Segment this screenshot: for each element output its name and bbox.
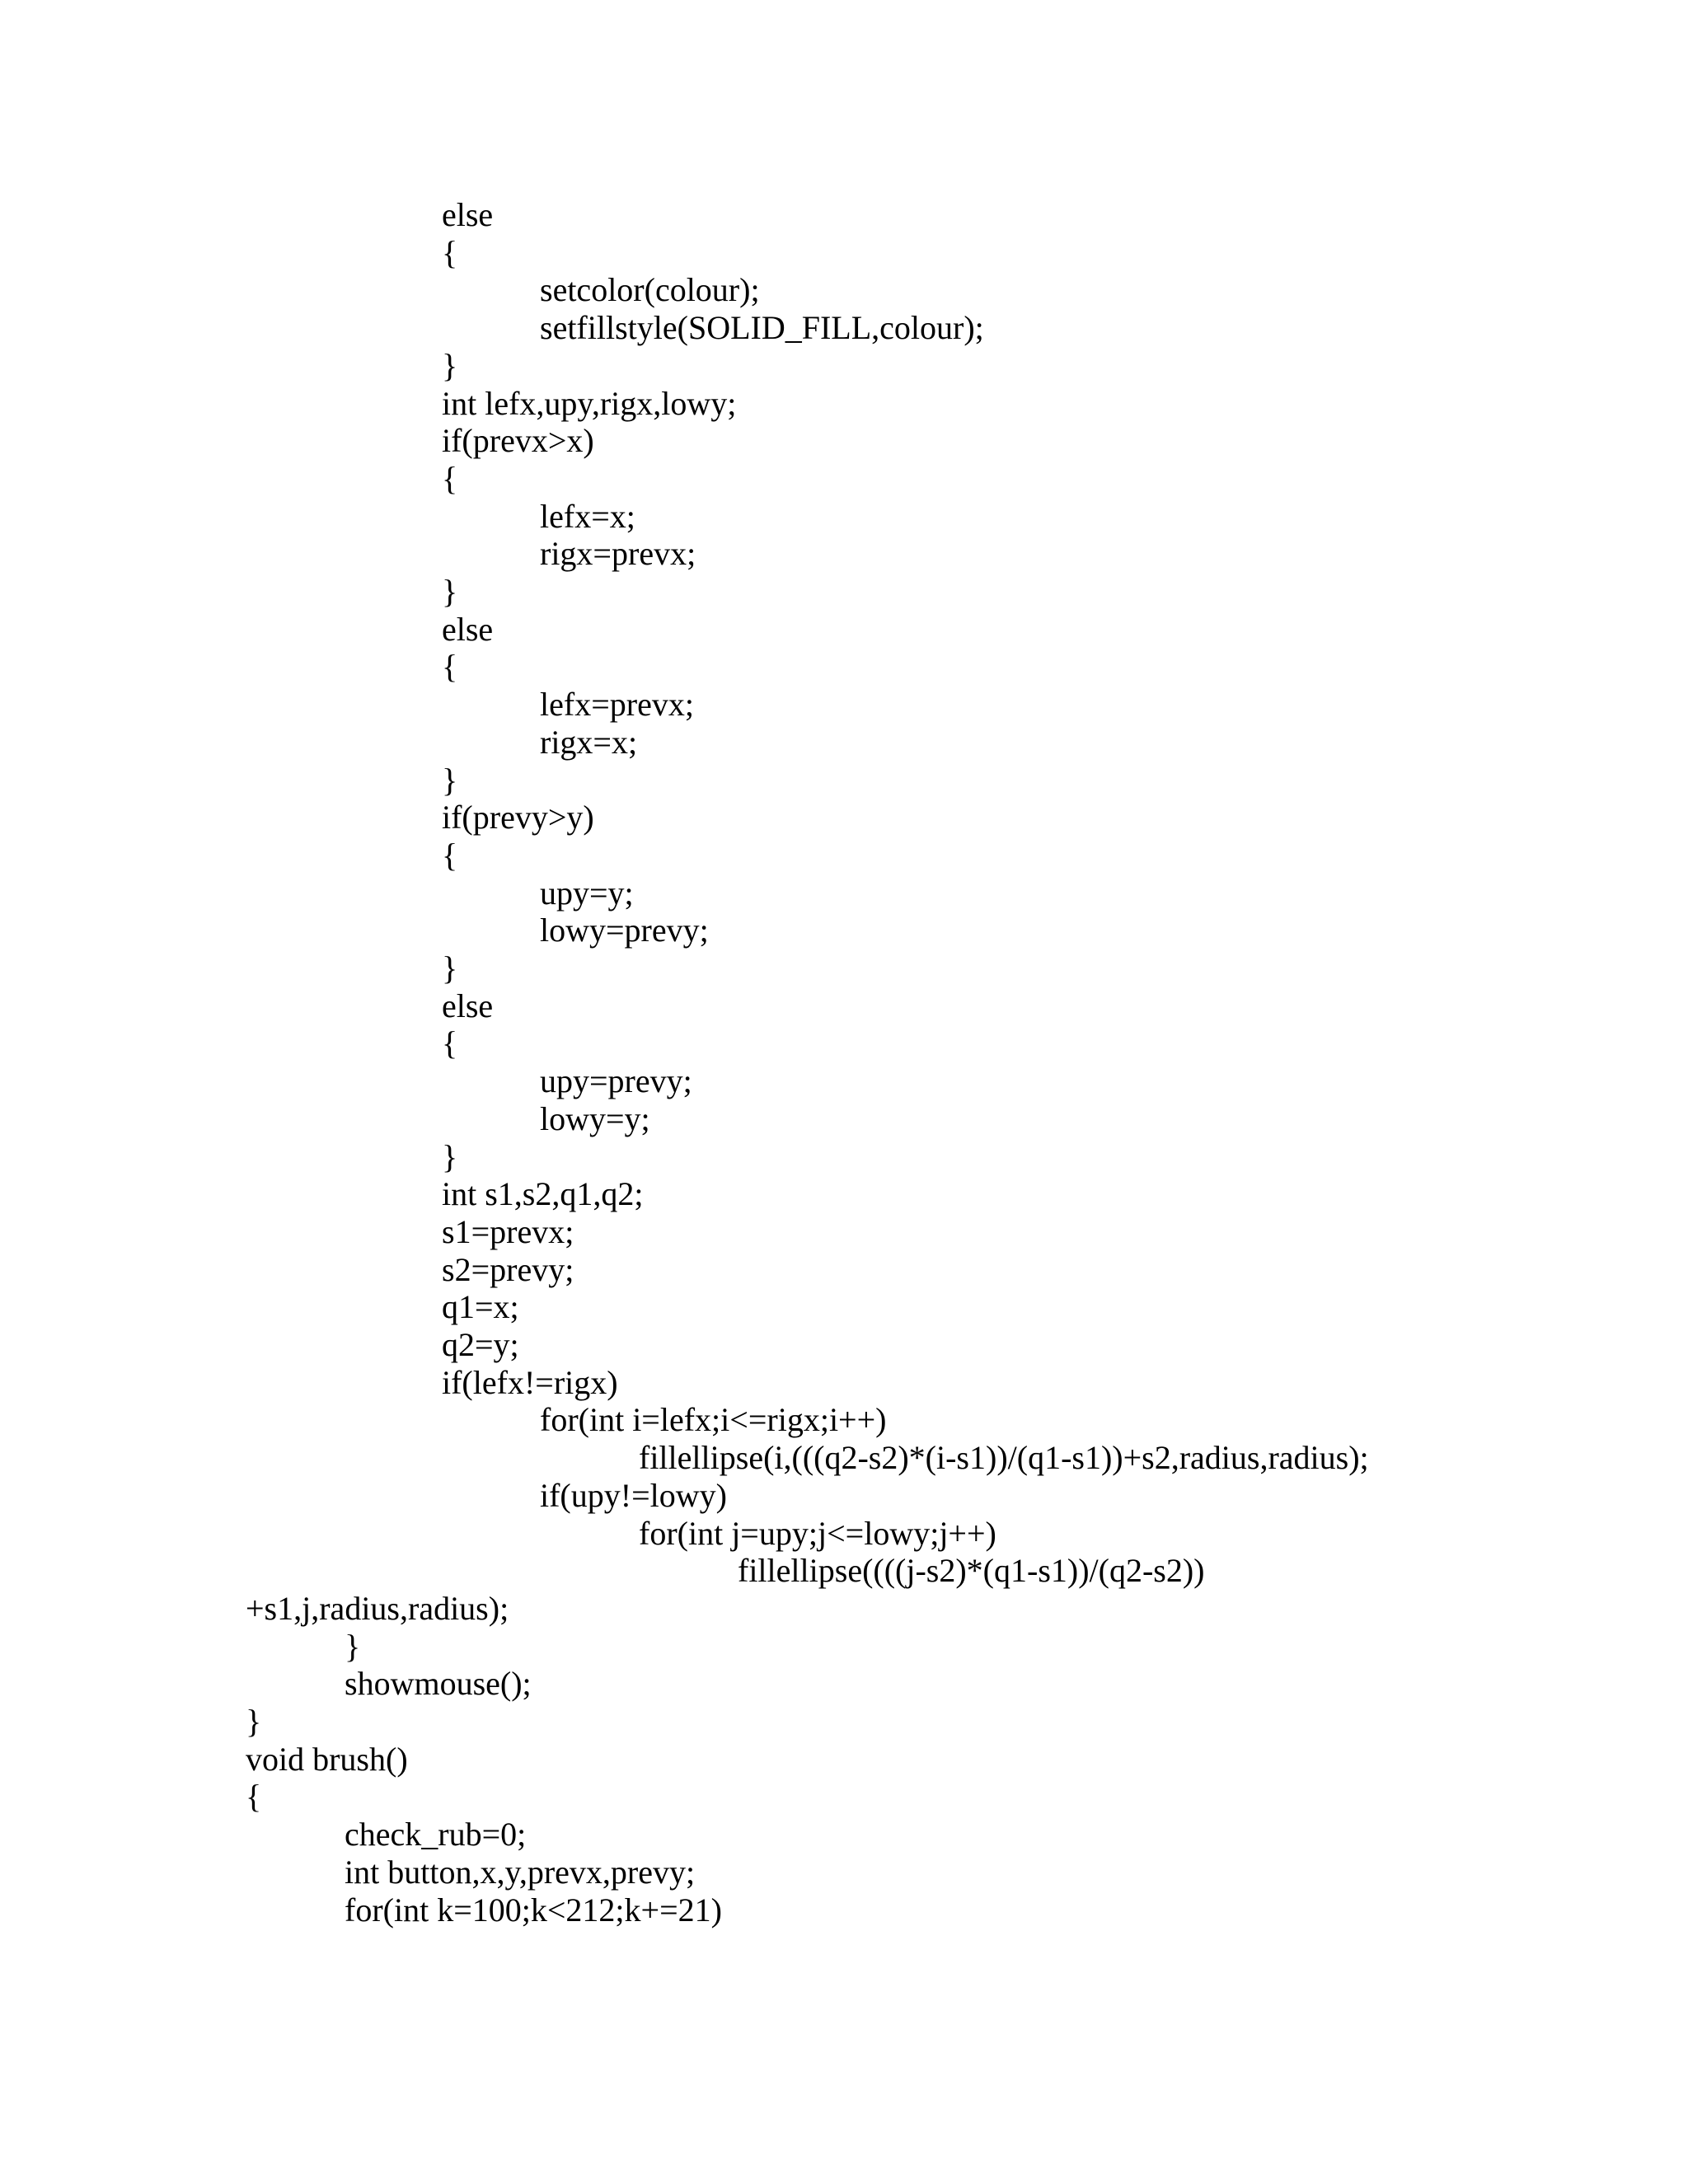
code-line: setfillstyle(SOLID_FILL,colour); [540,309,984,347]
code-line: lefx=prevx; [540,686,694,724]
code-line: for(int i=lefx;i<=rigx;i++) [540,1401,887,1439]
code-line: +s1,j,radius,radius); [246,1589,509,1627]
code-line: for(int k=100;k<212;k+=21) [345,1891,722,1929]
code-line: { [442,836,458,874]
code-line: { [246,1778,262,1816]
code-line: if(lefx!=rigx) [442,1363,618,1401]
code-line: } [442,761,458,799]
code-line: fillellipse(i,(((q2-s2)*(i-s1))/(q1-s1))+s2,radius,radius); [639,1439,1369,1477]
code-line: lefx=x; [540,497,635,535]
code-line: } [345,1627,361,1665]
code-line: fillellipse((((j-s2)*(q1-s1))/(q2-s2)) [738,1552,1205,1590]
code-line: s1=prevx; [442,1212,574,1250]
code-line: { [442,648,458,686]
code-line: } [442,346,458,384]
code-line: q2=y; [442,1326,519,1363]
code-line: { [442,233,458,271]
code-line: { [442,459,458,497]
code-line: s2=prevy; [442,1250,574,1288]
code-line: rigx=x; [540,723,638,761]
code-line: int lefx,upy,rigx,lowy; [442,384,737,422]
code-line: q1=x; [442,1288,519,1326]
code-line: if(prevx>x) [442,422,594,460]
code-line: else [442,196,494,233]
code-line: } [442,1137,458,1175]
code-line: else [442,987,494,1024]
code-line: if(upy!=lowy) [540,1476,727,1514]
code-line: lowy=prevy; [540,912,709,949]
code-line: showmouse(); [345,1665,532,1703]
code-line: else [442,610,494,648]
code-line: if(prevy>y) [442,799,594,837]
code-line: rigx=prevx; [540,535,696,573]
code-line: setcolor(colour); [540,271,760,309]
code-line: for(int j=upy;j<=lowy;j++) [639,1514,996,1552]
code-line: upy=y; [540,874,634,912]
code-line: upy=prevy; [540,1062,692,1100]
code-line: { [442,1024,458,1062]
code-line: void brush() [246,1740,408,1778]
code-line: } [442,949,458,987]
code-line: int button,x,y,prevx,prevy; [345,1853,696,1891]
code-line: check_rub=0; [345,1816,527,1854]
code-line: lowy=y; [540,1099,650,1137]
code-line: } [246,1703,262,1740]
code-line: } [442,573,458,610]
code-line: int s1,s2,q1,q2; [442,1175,644,1213]
